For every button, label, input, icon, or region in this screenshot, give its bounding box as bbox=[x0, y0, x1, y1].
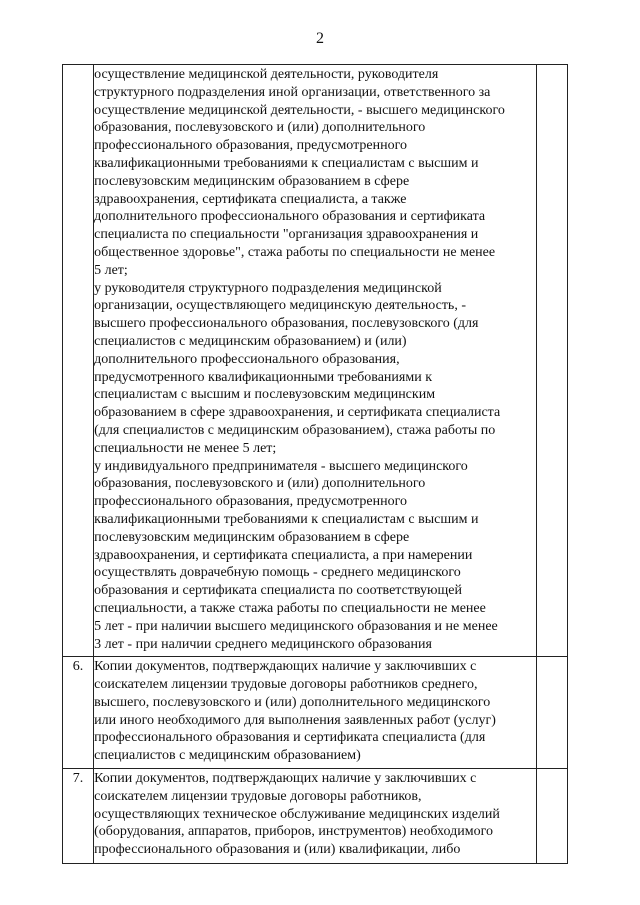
text-line: квалификационными требованиями к специалистам с высшим и bbox=[94, 155, 479, 171]
text-line: высшего профессионального образования, послевузовского (для bbox=[94, 316, 479, 332]
text-line: профессионального образования и сертификата специалиста (для bbox=[94, 730, 486, 746]
text-line: 3 лет - при наличии среднего медицинского образования bbox=[94, 636, 432, 652]
text-line: дополнительного профессионального образования, bbox=[94, 351, 400, 367]
empty-cell bbox=[536, 657, 567, 769]
text-line: осуществляющих техническое обслуживание медицинских изделий bbox=[94, 806, 500, 822]
text-line: специальности не менее 5 лет; bbox=[94, 440, 277, 456]
page-number: 2 bbox=[316, 30, 324, 47]
text-line: предусмотренного квалификационными требованиями к bbox=[94, 369, 433, 385]
text-line: общественное здоровье", стажа работы по специальности не менее bbox=[94, 244, 496, 260]
text-line: соискателем лицензии трудовые договоры работников, bbox=[94, 788, 422, 804]
row-text-cell bbox=[94, 657, 537, 769]
text-line: осуществлять доврачебную помощь - среднего медицинского bbox=[94, 565, 461, 581]
table-row bbox=[63, 769, 568, 864]
empty-cell bbox=[536, 65, 567, 657]
text-line: или иного необходимого для выполнения заявленных работ (услуг) bbox=[94, 712, 496, 728]
empty-cell bbox=[536, 769, 567, 864]
text-line: структурного подразделения иной организации, ответственного за bbox=[94, 84, 491, 100]
text-line: послевузовским медицинским образованием в сфере bbox=[94, 173, 410, 189]
text-line: специалистам с высшим и послевузовским медицинским bbox=[94, 387, 436, 403]
row-number-cell: 7. bbox=[63, 769, 94, 864]
text-line: образования, послевузовского и (или) дополнительного bbox=[94, 120, 426, 136]
text-line: здравоохранения, и сертификата специалиста, а при намерении bbox=[94, 547, 473, 563]
text-line: образованием в сфере здравоохранения, и сертификата специалиста bbox=[94, 405, 501, 421]
text-line: специалиста по специальности "организация здравоохранения и bbox=[94, 227, 479, 243]
text-line: специалистов с медицинским образованием) и (или) bbox=[94, 333, 407, 349]
text-line: соискателем лицензии трудовые договоры работников среднего, bbox=[94, 677, 478, 693]
text-line: профессионального образования и (или) квалификации, либо bbox=[94, 842, 461, 858]
row-text-cell bbox=[94, 65, 537, 657]
requirements-table bbox=[62, 64, 568, 864]
text-line: специальности, а также стажа работы по специальности не менее bbox=[94, 600, 486, 616]
text-line: высшего, послевузовского и (или) дополнительного медицинского bbox=[94, 694, 491, 710]
text-line: у руководителя структурного подразделения медицинской bbox=[94, 280, 442, 296]
text-line: 5 лет - при наличии высшего медицинского образования и не менее bbox=[94, 618, 498, 634]
text-line: осуществление медицинской деятельности, руководителя bbox=[94, 67, 439, 82]
table-row bbox=[63, 657, 568, 769]
row-number-cell bbox=[63, 65, 94, 657]
text-line: (для специалистов с медицинским образованием), стажа работы по bbox=[94, 422, 496, 438]
text-line: квалификационными требованиями к специалистам с высшим и bbox=[94, 511, 479, 527]
text-line: дополнительного профессионального образования и сертификата bbox=[94, 209, 486, 225]
text-line: профессионального образования, предусмотренного bbox=[94, 494, 408, 510]
row-number-cell: 6. bbox=[63, 657, 94, 769]
text-line: образования, послевузовского и (или) дополнительного bbox=[94, 476, 426, 492]
text-line: у индивидуального предпринимателя - высшего медицинского bbox=[94, 458, 468, 474]
text-line: специалистов с медицинским образованием) bbox=[94, 748, 361, 764]
text-line: послевузовским медицинским образованием в сфере bbox=[94, 529, 410, 545]
text-line: организации, осуществляющего медицинскую деятельность, - bbox=[94, 298, 466, 314]
text-line: Копии документов, подтверждающих наличие у заключивших с bbox=[94, 771, 477, 787]
text-line: 5 лет; bbox=[94, 262, 128, 278]
text-line: Копии документов, подтверждающих наличие у заключивших с bbox=[94, 659, 477, 675]
text-line: профессионального образования, предусмотренного bbox=[94, 138, 408, 154]
row-text-cell bbox=[94, 769, 537, 864]
text-line: образования и сертификата специалиста по соответствующей bbox=[94, 583, 462, 599]
text-line: здравоохранения, сертификата специалиста, а также bbox=[94, 191, 407, 207]
text-line: (оборудования, аппаратов, приборов, инструментов) необходимого bbox=[94, 824, 493, 840]
table-row bbox=[63, 65, 568, 657]
text-line: осуществление медицинской деятельности, - высшего медицинского bbox=[94, 102, 505, 118]
